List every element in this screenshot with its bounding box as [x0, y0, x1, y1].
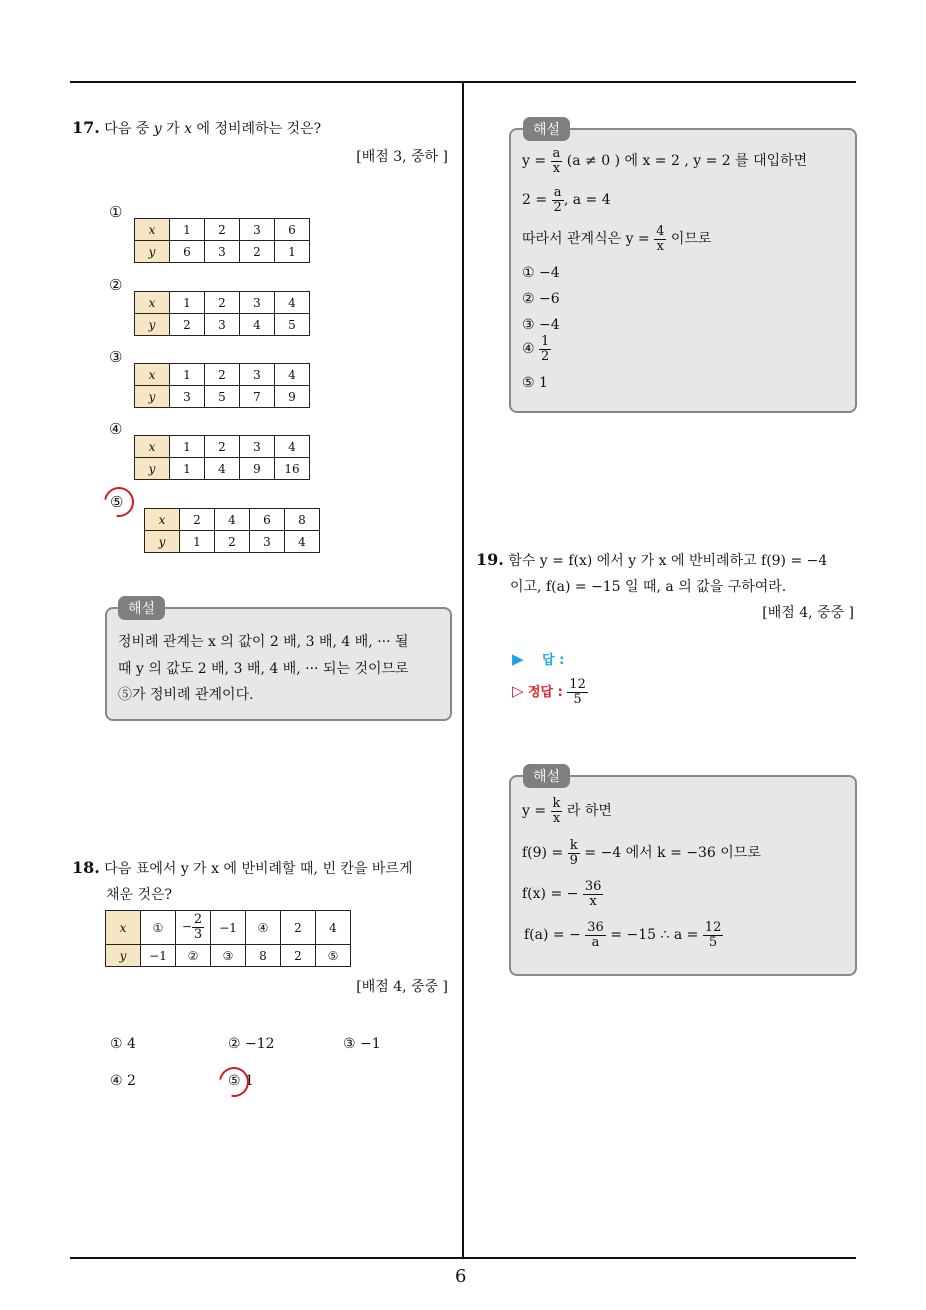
page-number: 6 [455, 1266, 467, 1287]
q18-sol-line-3: 따라서 관계식은 y = $\frac{4}{x}$ 이므로 [522, 224, 712, 254]
column-divider [462, 81, 464, 1259]
q17-text-post: 에 정비례하는 것은? [196, 121, 322, 137]
q18-sol-answer-5: ⑤ 1 [522, 375, 548, 391]
q18-sol-answer-1: ① −4 [522, 265, 560, 281]
q17-solution-line-1: 정비례 관계는 x 의 값이 2 배, 3 배, 4 배, ··· 될 [118, 634, 409, 650]
q17-option-5-table: x 2 4 6 8 y 1 2 3 4 [144, 508, 320, 553]
q18-question [72, 858, 413, 878]
answer-arrow-icon: ▶ [512, 650, 524, 668]
selected-answer-mark [98, 481, 140, 523]
correct-arrow-icon: ▷ [512, 682, 524, 701]
q17-option-1-table: x 1 2 3 6 y 6 3 2 1 [134, 218, 310, 263]
q19-sol-line-4: f(a) = − $\frac{36}{a}$ = −15 ∴ a = $\frac{12}{5}$ [524, 920, 722, 950]
q18-sol-line-1: y = $\frac{a}{x}$ (a ≠ 0 ) 에 x = 2 , y = 2 를 대입하면 [522, 146, 808, 176]
correct-label: 정답 : [528, 685, 563, 701]
q19-sol-line-3: f(x) = − $\frac{36}{x}$ [522, 879, 602, 909]
q19-text-line-1: 함수 y = f(x) 에서 y 가 x 에 반비례하고 f(9) = −4 [508, 553, 828, 569]
q19-correct-row [512, 678, 588, 706]
q18-text-line-1: 다음 표에서 y 가 x 에 반비례할 때, 빈 칸을 바르게 [104, 861, 413, 877]
q18-sol-answer-4: ④ $\frac{1}{2}$ [522, 334, 550, 364]
q17-option-2-table: x 1 2 3 4 y 2 3 4 5 [134, 291, 310, 336]
q17-option-2-label[interactable]: ② [109, 276, 123, 294]
q18-text-line-2: 채운 것은? [106, 887, 173, 903]
q19-sol-line-2: f(9) = $\frac{k}{9}$ = −4 에서 k = −36 이므로 [522, 838, 761, 868]
q17-option-5-label[interactable]: ⑤ [110, 493, 124, 511]
q18-choice-3[interactable]: ③ −1 [343, 1036, 381, 1052]
q18-sol-answer-3: ③ −4 [522, 317, 560, 333]
q18-solution-tag: 해설 [523, 117, 570, 141]
q17-text-pre: 다음 중 [104, 121, 150, 137]
q17-text-mid: 가 [166, 121, 180, 137]
q17-option-3-table: x 1 2 3 4 y 3 5 7 9 [134, 363, 310, 408]
q18-table: x ① − $\frac{2}{3}$ −1 ④ 2 4 y −1 ② ③ 8 2 ⑤ [105, 910, 351, 967]
q18-choice-1[interactable]: ① 4 [110, 1036, 136, 1052]
q18-choice-2[interactable]: ② −12 [228, 1036, 275, 1052]
selected-answer-mark-q18 [213, 1061, 255, 1103]
q18-number: 18. [72, 858, 100, 877]
q19-score: [배점 4, 중중 ] [762, 605, 854, 621]
q17-option-4-label[interactable]: ④ [109, 420, 123, 438]
q17-solution-line-3: ⑤가 정비례 관계이다. [118, 687, 254, 703]
q19-question [476, 550, 827, 570]
q17-number: 17. [72, 118, 100, 137]
q19-answer-row [512, 649, 564, 668]
correct-value: $\frac{12}{5}$ [569, 677, 586, 707]
q17-option-3-label[interactable]: ③ [109, 348, 123, 366]
q17-score: [배점 3, 중하 ] [356, 149, 448, 165]
q17-solution-tag: 해설 [118, 596, 165, 620]
q18-choice-5[interactable]: ⑤ 1 [228, 1073, 254, 1089]
q17-solution-line-2: 때 y 의 값도 2 배, 3 배, 4 배, ··· 되는 것이므로 [118, 661, 409, 677]
q19-solution-tag: 해설 [523, 764, 570, 788]
answer-label: 답 : [542, 653, 565, 668]
q18-score: [배점 4, 중중 ] [356, 979, 448, 995]
q17-option-4-table: x 1 2 3 4 y 1 4 9 16 [134, 435, 310, 480]
q18-sol-answer-2: ② −6 [522, 291, 560, 307]
q19-number: 19. [476, 550, 504, 569]
q17-var-y: y [153, 121, 162, 137]
q17-var-x: x [184, 121, 193, 137]
q19-sol-line-1: y = $\frac{k}{x}$ 라 하면 [522, 796, 612, 826]
q17-option-1-label[interactable]: ① [109, 203, 123, 221]
q18-sol-line-2: 2 = $\frac{a}{2}$ , a = 4 [522, 185, 611, 215]
q18-choice-4[interactable]: ④ 2 [110, 1073, 136, 1089]
q19-text-line-2: 이고, f(a) = −15 일 때, a 의 값을 구하여라. [510, 579, 787, 595]
q17-question [72, 118, 321, 138]
